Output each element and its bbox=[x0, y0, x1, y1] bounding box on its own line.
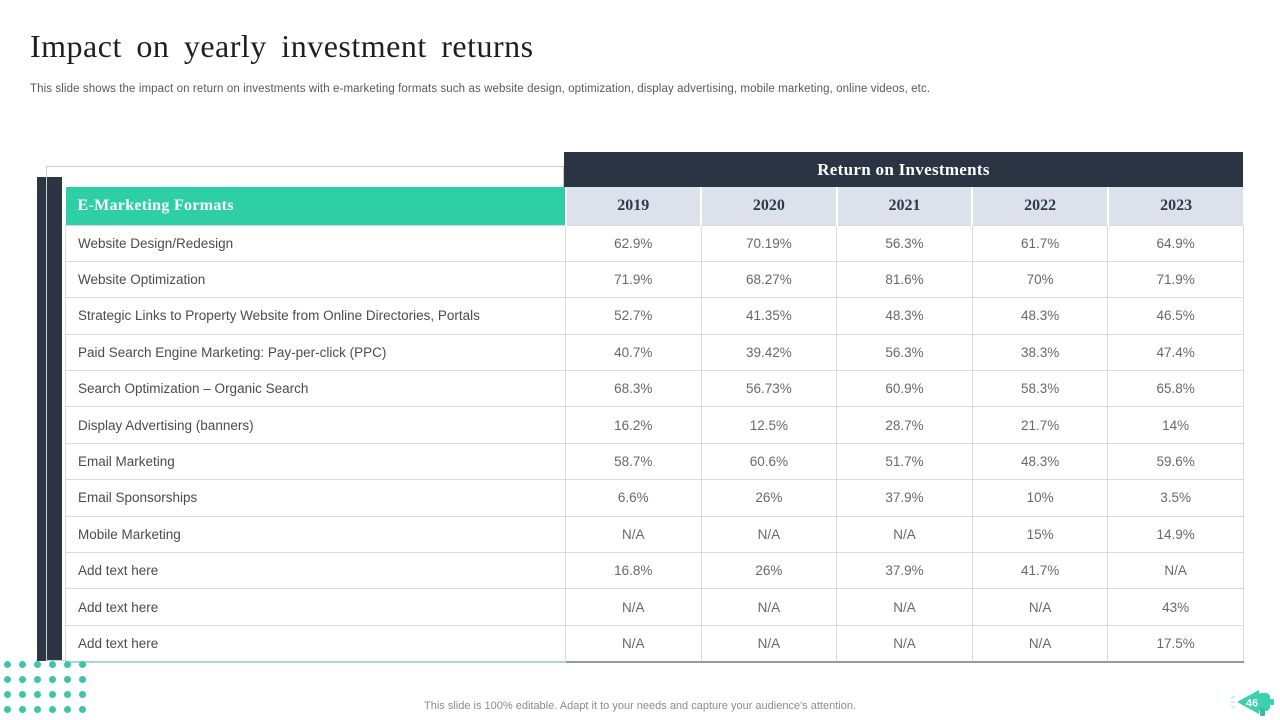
value-cell: 37.9% bbox=[837, 553, 973, 589]
year-column-header: 2021 bbox=[837, 187, 973, 225]
value-cell: 56.3% bbox=[837, 225, 973, 261]
value-cell: N/A bbox=[566, 625, 702, 661]
value-cell: 58.3% bbox=[972, 371, 1108, 407]
dot bbox=[64, 676, 71, 683]
row-label-cell: Email Marketing bbox=[66, 443, 566, 479]
dot bbox=[79, 691, 86, 698]
value-cell: 68.27% bbox=[701, 261, 837, 297]
row-label-cell: Email Sponsorships bbox=[66, 480, 566, 516]
value-cell: 15% bbox=[972, 516, 1108, 552]
value-cell: 17.5% bbox=[1108, 625, 1244, 661]
value-cell: 58.7% bbox=[566, 443, 702, 479]
value-cell: N/A bbox=[972, 625, 1108, 661]
value-cell: 64.9% bbox=[1108, 225, 1244, 261]
value-cell: N/A bbox=[837, 516, 973, 552]
format-column-header: E-Marketing Formats bbox=[66, 187, 566, 225]
value-cell: 60.6% bbox=[701, 443, 837, 479]
table-row bbox=[66, 225, 1244, 261]
dot bbox=[79, 661, 86, 668]
value-cell: 56.73% bbox=[701, 371, 837, 407]
footer-note: This slide is 100% editable. Adapt it to your needs and capture your audience's attention. bbox=[424, 700, 856, 712]
dot bbox=[34, 676, 41, 683]
dot bbox=[49, 661, 56, 668]
row-label-cell: Display Advertising (banners) bbox=[66, 407, 566, 443]
value-cell: 71.9% bbox=[566, 261, 702, 297]
value-cell: N/A bbox=[566, 516, 702, 552]
dot bbox=[49, 691, 56, 698]
value-cell: 61.7% bbox=[972, 225, 1108, 261]
value-cell: 26% bbox=[701, 553, 837, 589]
dot bbox=[4, 661, 11, 668]
value-cell: 56.3% bbox=[837, 334, 973, 370]
dot bbox=[34, 706, 41, 713]
value-cell: 21.7% bbox=[972, 407, 1108, 443]
table-row bbox=[66, 480, 1244, 516]
row-label-placeholder[interactable]: Add text here bbox=[66, 589, 566, 625]
value-cell: 3.5% bbox=[1108, 480, 1244, 516]
value-cell: 48.3% bbox=[972, 443, 1108, 479]
row-label-cell: Website Optimization bbox=[66, 261, 566, 297]
dot bbox=[64, 706, 71, 713]
dot bbox=[49, 706, 56, 713]
page-number-badge bbox=[1229, 686, 1277, 718]
value-cell: 43% bbox=[1108, 589, 1244, 625]
table-row bbox=[66, 261, 1244, 297]
value-cell: 6.6% bbox=[566, 480, 702, 516]
value-cell: 16.8% bbox=[566, 553, 702, 589]
year-column-header: 2023 bbox=[1108, 187, 1244, 225]
dot bbox=[19, 676, 26, 683]
value-cell: N/A bbox=[701, 625, 837, 661]
table-row bbox=[66, 625, 1244, 661]
row-label-cell: Mobile Marketing bbox=[66, 516, 566, 552]
value-cell: 65.8% bbox=[1108, 371, 1244, 407]
slide-subtitle: This slide shows the impact on return on investments with e-marketing formats such as website design, optimization, display advertising, mobile marketing, online videos, etc. bbox=[30, 83, 931, 95]
value-cell: 68.3% bbox=[566, 371, 702, 407]
value-cell: 12.5% bbox=[701, 407, 837, 443]
dot bbox=[19, 661, 26, 668]
megaphone-icon bbox=[1229, 686, 1277, 718]
value-cell: 46.5% bbox=[1108, 298, 1244, 334]
value-cell: 14% bbox=[1108, 407, 1244, 443]
row-label-placeholder[interactable]: Add text here bbox=[66, 625, 566, 661]
dot bbox=[49, 676, 56, 683]
value-cell: 40.7% bbox=[566, 334, 702, 370]
value-cell: N/A bbox=[701, 589, 837, 625]
value-cell: 62.9% bbox=[566, 225, 702, 261]
value-cell: 26% bbox=[701, 480, 837, 516]
value-cell: 48.3% bbox=[837, 298, 973, 334]
value-cell: 28.7% bbox=[837, 407, 973, 443]
value-cell: N/A bbox=[837, 589, 973, 625]
value-cell: N/A bbox=[837, 625, 973, 661]
value-cell: 38.3% bbox=[972, 334, 1108, 370]
dot bbox=[19, 691, 26, 698]
dot bbox=[4, 676, 11, 683]
value-cell: 37.9% bbox=[837, 480, 973, 516]
roi-table bbox=[65, 187, 1244, 663]
value-cell: 60.9% bbox=[837, 371, 973, 407]
dot bbox=[79, 676, 86, 683]
table-row bbox=[66, 334, 1244, 370]
dot bbox=[64, 691, 71, 698]
table-row bbox=[66, 589, 1244, 625]
value-cell: 70% bbox=[972, 261, 1108, 297]
dot bbox=[79, 706, 86, 713]
value-cell: N/A bbox=[972, 589, 1108, 625]
value-cell: 41.7% bbox=[972, 553, 1108, 589]
table-row bbox=[66, 407, 1244, 443]
table-banner: Return on Investments bbox=[564, 152, 1243, 187]
table-header-row bbox=[66, 187, 1244, 225]
value-cell: 16.2% bbox=[566, 407, 702, 443]
value-cell: 41.35% bbox=[701, 298, 837, 334]
dot bbox=[64, 661, 71, 668]
value-cell: 52.7% bbox=[566, 298, 702, 334]
dot bbox=[4, 706, 11, 713]
value-cell: N/A bbox=[1108, 553, 1244, 589]
table-row bbox=[66, 371, 1244, 407]
dot bbox=[34, 691, 41, 698]
decorative-dots bbox=[4, 661, 86, 713]
row-label-cell: Website Design/Redesign bbox=[66, 225, 566, 261]
value-cell: 81.6% bbox=[837, 261, 973, 297]
value-cell: 70.19% bbox=[701, 225, 837, 261]
year-column-header: 2020 bbox=[701, 187, 837, 225]
value-cell: 39.42% bbox=[701, 334, 837, 370]
value-cell: 71.9% bbox=[1108, 261, 1244, 297]
value-cell: 51.7% bbox=[837, 443, 973, 479]
value-cell: N/A bbox=[701, 516, 837, 552]
value-cell: 59.6% bbox=[1108, 443, 1244, 479]
dot bbox=[34, 661, 41, 668]
row-label-placeholder[interactable]: Add text here bbox=[66, 553, 566, 589]
year-column-header: 2022 bbox=[972, 187, 1108, 225]
table-row bbox=[66, 553, 1244, 589]
table-row bbox=[66, 298, 1244, 334]
value-cell: 47.4% bbox=[1108, 334, 1244, 370]
row-label-cell: Search Optimization – Organic Search bbox=[66, 371, 566, 407]
row-label-cell: Strategic Links to Property Website from Online Directories, Portals bbox=[66, 298, 566, 334]
value-cell: 14.9% bbox=[1108, 516, 1244, 552]
value-cell: N/A bbox=[566, 589, 702, 625]
dot bbox=[19, 706, 26, 713]
value-cell: 48.3% bbox=[972, 298, 1108, 334]
table-row bbox=[66, 443, 1244, 479]
value-cell: 10% bbox=[972, 480, 1108, 516]
year-column-header: 2019 bbox=[566, 187, 702, 225]
dot bbox=[4, 691, 11, 698]
page-title: Impact on yearly investment returns bbox=[30, 28, 534, 64]
row-label-cell: Paid Search Engine Marketing: Pay-per-click (PPC) bbox=[66, 334, 566, 370]
table-row bbox=[66, 516, 1244, 552]
svg-text:46: 46 bbox=[1245, 697, 1259, 710]
